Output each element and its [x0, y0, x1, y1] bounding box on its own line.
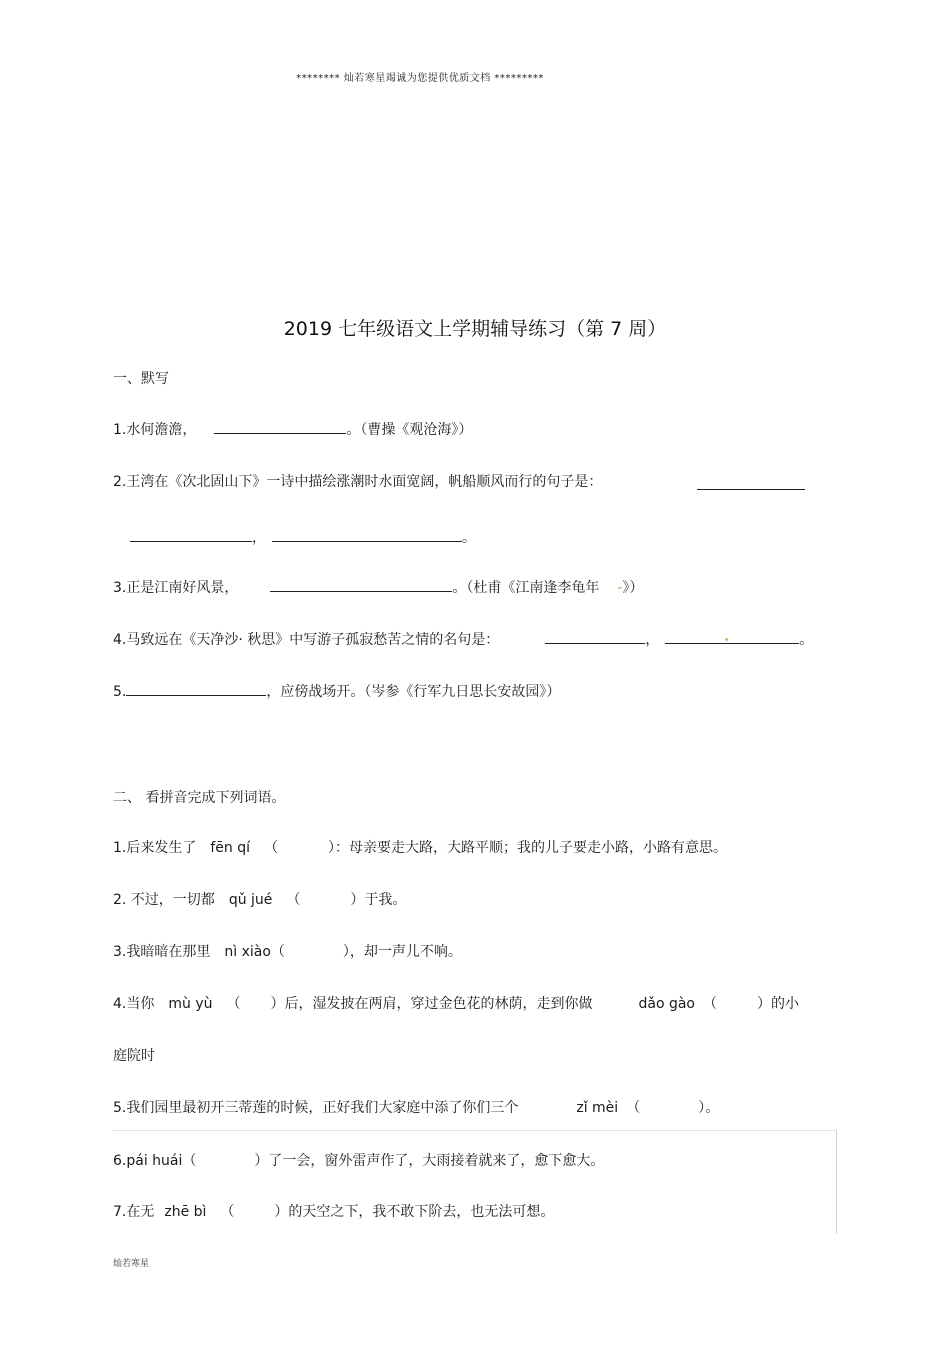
pinyin: zǐ mèi: [576, 1100, 619, 1116]
q-text: 5.我们园里最初开三蒂莲的时候，正好我们大家庭中添了你们三个: [113, 1100, 519, 1116]
q-text: 3.正是江南好风景，: [113, 580, 239, 596]
q-text: ），却一声儿不响。: [342, 944, 462, 960]
q-text: 2.王湾在《次北固山下》一诗中描绘涨潮时水面宽阔，帆船顺风而行的句子是：: [113, 474, 603, 490]
question-1-4: [113, 629, 813, 650]
pinyin: 6.pái huái: [113, 1153, 183, 1169]
q-text: ）了一会，窗外雷声作了，大雨接着就来了，愈下愈大。: [254, 1153, 605, 1169]
q-text: （: [270, 944, 285, 960]
q-text: 3.我暗暗在那里: [113, 944, 211, 960]
answer-blank[interactable]: [126, 681, 266, 696]
pinyin: fēn qí: [210, 840, 251, 856]
pinyin: zhē bì: [164, 1204, 207, 1220]
question-1-2-cont: [130, 527, 476, 548]
question-2-4: [113, 994, 799, 1014]
page-footer: 灿若寒星: [113, 1259, 150, 1269]
q-text: ，: [645, 632, 660, 648]
pinyin: nì xiào: [224, 944, 271, 960]
page-border-top: [112, 1130, 837, 1131]
answer-blank[interactable]: [214, 419, 346, 434]
q-text: 2. 不过，一切都: [113, 892, 215, 908]
q-text: 。: [799, 632, 814, 648]
question-2-2: [113, 890, 406, 910]
q-text: （: [220, 1204, 235, 1220]
pinyin: mù yù: [168, 996, 213, 1012]
q-text: ）的天空之下，我不敢下阶去，也无法可想。: [274, 1204, 555, 1220]
q-text: 。: [462, 530, 476, 546]
q-text: 》）: [622, 580, 644, 596]
question-2-4-cont: 庭院时: [113, 1048, 155, 1064]
section-heading-dictation: 一、默写: [113, 371, 169, 387]
q-text: 1.后来发生了: [113, 840, 197, 856]
q-text: ）后，湿发披在两肩，穿过金色花的林荫，走到你做: [270, 996, 593, 1012]
page-header: ******** 灿若寒星竭诚为您提供优质文档 *********: [296, 73, 544, 84]
q-text: （: [226, 996, 241, 1012]
stray-dot: [725, 638, 728, 641]
q-text: ）的小: [757, 996, 799, 1012]
question-2-7: [113, 1202, 554, 1222]
pinyin: qǔ jué: [228, 892, 273, 908]
q-text: 。（杜甫《江南逢李龟年: [452, 580, 600, 596]
q-text: -: [617, 580, 623, 596]
question-1-1: [113, 419, 472, 440]
section-heading-pinyin: 二、 看拼音完成下列词语。: [113, 790, 286, 806]
q-text: 4.当你: [113, 996, 155, 1012]
q-text: （: [286, 892, 301, 908]
q-text: 。（曹操《观沧海》）: [346, 422, 473, 438]
question-1-5: [113, 681, 560, 702]
answer-blank[interactable]: [697, 475, 805, 490]
q-text: ，应傍战场开。（岑参《行军九日思长安故园》）: [266, 684, 561, 700]
pinyin: dǎo gào: [638, 996, 695, 1012]
answer-blank[interactable]: [272, 527, 462, 542]
q-text: （: [626, 1100, 641, 1116]
q-text: 7.在无: [113, 1204, 155, 1220]
answer-blank[interactable]: [545, 629, 645, 644]
question-2-5: [113, 1098, 719, 1118]
answer-blank[interactable]: [130, 527, 252, 542]
question-2-1: [113, 838, 727, 858]
answer-blank[interactable]: [270, 577, 452, 592]
q-text: ）。: [698, 1100, 720, 1116]
q-text: ，: [252, 530, 266, 546]
question-2-6: [113, 1151, 604, 1171]
answer-blank[interactable]: [665, 629, 799, 644]
q-text: （: [264, 840, 279, 856]
q-text: 4.马致远在《天净沙· 秋思》中写游子孤寂愁苦之情的名句是：: [113, 632, 500, 648]
page-border-right: [836, 1130, 837, 1234]
question-1-3: [113, 577, 643, 598]
q-text: （: [703, 996, 717, 1012]
q-text: ）于我。: [350, 892, 407, 908]
question-2-3: [113, 942, 462, 962]
q-text: 5.: [113, 684, 127, 700]
q-text: 1.水何澹澹，: [113, 422, 197, 438]
q-text: （: [182, 1153, 197, 1169]
question-1-2: [113, 472, 602, 492]
page-title: 2019 七年级语文上学期辅导练习（第 7 周）: [283, 318, 667, 340]
q-text: ）：母亲要走大路，大路平顺；我的儿子要走小路，小路有意思。: [328, 840, 728, 856]
